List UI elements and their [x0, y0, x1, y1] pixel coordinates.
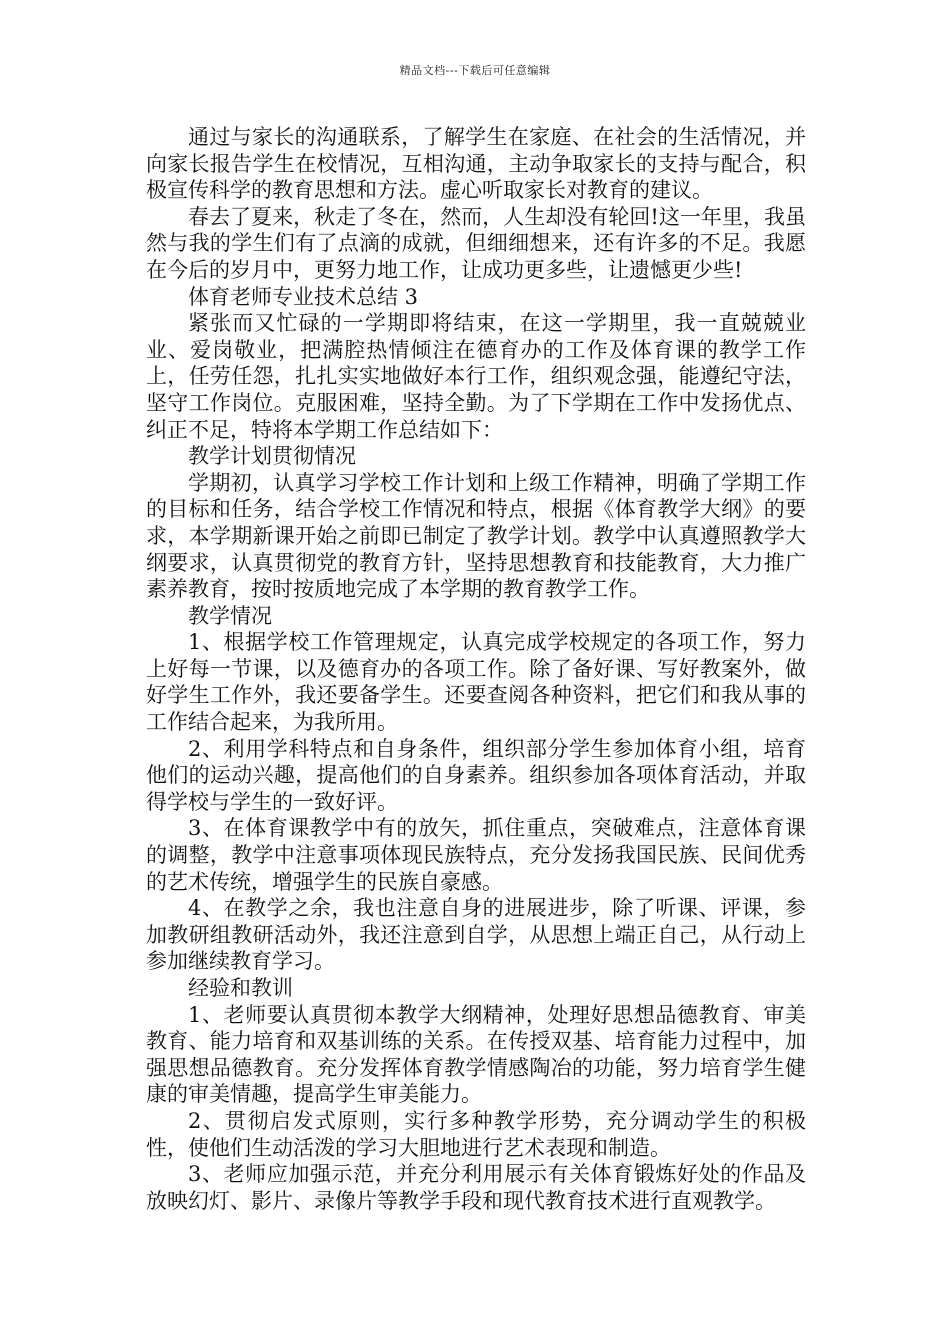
heading-teaching-situation: 教学情况	[188, 603, 272, 628]
list-item-situation-1: 1、根据学校工作管理规定，认真完成学校规定的各项工作，努力上好每一节课，以及德育办的各项工作。除了备好课、写好教案外，做好学生工作外，我还要备学生。还要查阅各种资料，把它们和我从事的工作结合起来，为我所用。	[146, 630, 806, 735]
page-header: 精品文档---下载后可任意编辑	[399, 64, 551, 77]
list-item-lesson-2: 2、贯彻启发式原则，实行多种教学形势，充分调动学生的积极性，使他们生动活泼的学习大胆地进行艺术表现和制造。	[146, 1108, 806, 1160]
paragraph-year-reflection: 春去了夏来，秋走了冬在，然而，人生却没有轮回!这一年里，我虽然与我的学生们有了点滴的成就，但细细想来，还有许多的不足。我愿在今后的岁月中，更努力地工作，让成功更多些，让遗憾更少些!	[146, 204, 806, 282]
paragraph-teaching-plan: 学期初，认真学习学校工作计划和上级工作精神，明确了学期工作的目标和任务，结合学校工作情况和特点，根据《体育教学大纲》的要求，本学期新课开始之前即已制定了教学计划。教学中认真遵照教学大纲要求，认真贯彻党的教育方针，坚持思想教育和技能教育，大力推广素养教育，按时按质地完成了本学期的教育教学工作。	[146, 470, 806, 602]
paragraph-introduction: 紧张而又忙碌的一学期即将结束，在这一学期里，我一直兢兢业业、爱岗敬业，把满腔热情倾注在德育办的工作及体育课的教学工作上，任劳任怨，扎扎实实地做好本行工作，组织观念强，能遵纪守法，坚守工作岗位。克服困难，坚持全勤。为了下学期在工作中发扬优点、纠正不足，特将本学期工作总结如下：	[146, 311, 806, 442]
document-body	[146, 124, 806, 1214]
heading-experience-lessons: 经验和教训	[188, 976, 293, 1000]
heading-teaching-plan: 教学计划贯彻情况	[188, 444, 356, 469]
paragraph-parent-communication: 通过与家长的沟通联系，了解学生在家庭、在社会的生活情况，并向家长报告学生在校情况，互相沟通，主动争取家长的支持与配合，积极宣传科学的教育思想和方法。虚心听取家长对教育的建议。	[146, 125, 806, 203]
list-item-situation-2: 2、利用学科特点和自身条件，组织部分学生参加体育小组，培育他们的运动兴趣，提高他们的自身素养。组织参加各项体育活动，并取得学校与学生的一致好评。	[146, 736, 806, 814]
list-item-situation-3: 3、在体育课教学中有的放矢，抓住重点，突破难点，注意体育课的调整，教学中注意事项体现民族特点，充分发扬我国民族、民间优秀的艺术传统，增强学生的民族自豪感。	[146, 816, 806, 894]
list-item-lesson-1: 1、老师要认真贯彻本教学大纲精神，处理好思想品德教育、审美教育、能力培育和双基训练的关系。在传授双基、培育能力过程中，加强思想品德教育。充分发挥体育教学情感陶冶的功能，努力培育学生健康的审美情趣，提高学生审美能力。	[146, 1002, 806, 1107]
list-item-lesson-3: 3、老师应加强示范，并充分利用展示有关体育锻炼好处的作品及放映幻灯、影片、录像片等教学手段和现代教育技术进行直观教学。	[146, 1162, 806, 1213]
section-title: 体育老师专业技术总结 3	[188, 284, 419, 309]
list-item-situation-4: 4、在教学之余，我也注意自身的进展进步，除了听课、评课，参加教研组教研活动外，我还注意到自学，从思想上端正自己，从行动上参加继续教育学习。	[146, 896, 806, 974]
